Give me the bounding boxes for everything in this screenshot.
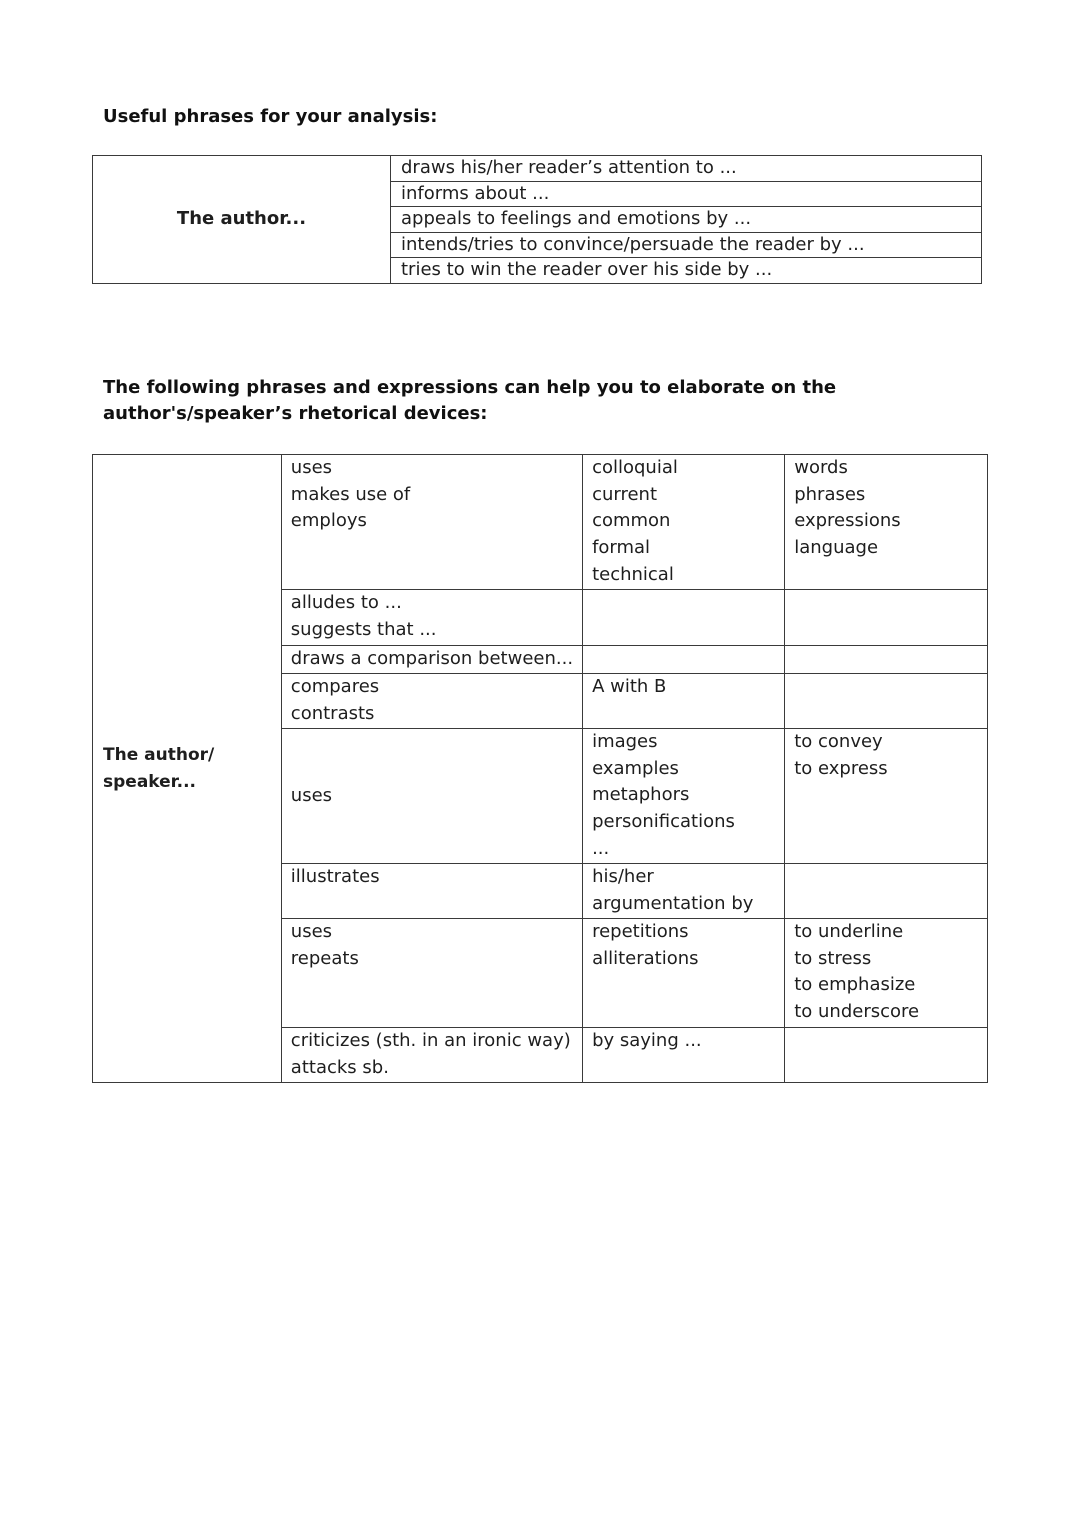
purpose-cell — [785, 590, 988, 646]
cell-line: attacks sb. — [290, 1056, 389, 1078]
author-speaker-subject-cell — [93, 455, 282, 1083]
phrase-cell: informs about ... — [391, 181, 982, 207]
analysis-phrases-heading: Useful phrases for your analysis: — [103, 106, 438, 127]
verb-cell — [281, 674, 582, 729]
cell-line: to underscore — [794, 1001, 920, 1023]
object-cell — [583, 1028, 785, 1083]
cell-line: contrasts — [290, 702, 375, 724]
object-cell — [583, 590, 785, 646]
cell-line: ... — [592, 837, 610, 859]
purpose-cell — [785, 646, 988, 674]
cell-line: language — [794, 537, 879, 559]
cell-line: to convey — [794, 731, 883, 752]
verb-cell — [281, 864, 582, 919]
object-cell — [583, 919, 785, 1028]
phrase-cell: tries to win the reader over his side by ... — [391, 258, 982, 284]
cell-line: by saying ... — [592, 1030, 702, 1051]
phrase-cell: appeals to feelings and emotions by ... — [391, 207, 982, 233]
cell-line: A with B — [592, 676, 667, 697]
purpose-cell — [785, 674, 988, 729]
cell-line: suggests that ... — [290, 618, 437, 640]
cell-line: technical — [592, 563, 674, 585]
cell-line: his/her — [592, 866, 654, 887]
cell-line: formal — [592, 537, 651, 559]
purpose-cell — [785, 729, 988, 864]
cell-line: repetitions — [592, 921, 689, 942]
cell-line: phrases — [794, 483, 866, 505]
cell-line: criticizes (sth. in an ironic way) — [290, 1030, 571, 1051]
table-row — [93, 455, 988, 590]
cell-line: to express — [794, 757, 888, 779]
cell-line: to underline — [794, 921, 904, 942]
table-row — [93, 156, 982, 182]
cell-line: alludes to ... — [290, 592, 402, 613]
rhetorical-devices-table — [92, 454, 988, 1083]
cell-line: argumentation by — [592, 892, 754, 914]
phrase-cell: intends/tries to convince/persuade the reader by ... — [391, 232, 982, 258]
cell-line: illustrates — [290, 866, 380, 887]
verb-cell — [281, 646, 582, 674]
cell-line: alliterations — [592, 947, 699, 969]
cell-line: personifications — [592, 811, 735, 833]
author-subject-cell: The author... — [93, 156, 391, 284]
verb-cell — [281, 455, 582, 590]
purpose-cell — [785, 864, 988, 919]
cell-line: uses — [290, 784, 333, 806]
object-cell — [583, 674, 785, 729]
object-cell — [583, 646, 785, 674]
cell-line: draws a comparison between... — [290, 648, 574, 669]
purpose-cell — [785, 1028, 988, 1083]
cell-line: colloquial — [592, 457, 678, 478]
cell-line: uses — [290, 921, 333, 942]
subject-line: speaker... — [103, 771, 197, 792]
subject-line: The author/ — [103, 744, 215, 765]
cell-line: words — [794, 457, 848, 478]
cell-line: current — [592, 483, 657, 505]
cell-line: expressions — [794, 510, 901, 532]
cell-line: examples — [592, 757, 679, 779]
rhetorical-devices-heading: The following phrases and expressions can help you to elaborate on the author's/speaker’s rhetorical devices: — [103, 377, 837, 424]
cell-line: repeats — [290, 947, 359, 969]
cell-line: employs — [290, 510, 367, 532]
verb-cell — [281, 1028, 582, 1083]
cell-line: common — [592, 510, 671, 532]
cell-line: to stress — [794, 947, 872, 969]
object-cell — [583, 455, 785, 590]
cell-line: to emphasize — [794, 974, 916, 996]
phrase-cell: draws his/her reader’s attention to ... — [391, 156, 982, 182]
cell-line: metaphors — [592, 784, 690, 806]
object-cell — [583, 729, 785, 864]
author-phrases-table — [92, 155, 982, 284]
purpose-cell — [785, 455, 988, 590]
cell-line: images — [592, 731, 658, 752]
cell-line: uses — [290, 457, 333, 478]
object-cell — [583, 864, 785, 919]
verb-cell — [281, 919, 582, 1028]
purpose-cell — [785, 919, 988, 1028]
cell-line: makes use of — [290, 483, 411, 505]
verb-cell — [281, 729, 582, 864]
verb-cell — [281, 590, 582, 646]
cell-line: compares — [290, 676, 380, 697]
